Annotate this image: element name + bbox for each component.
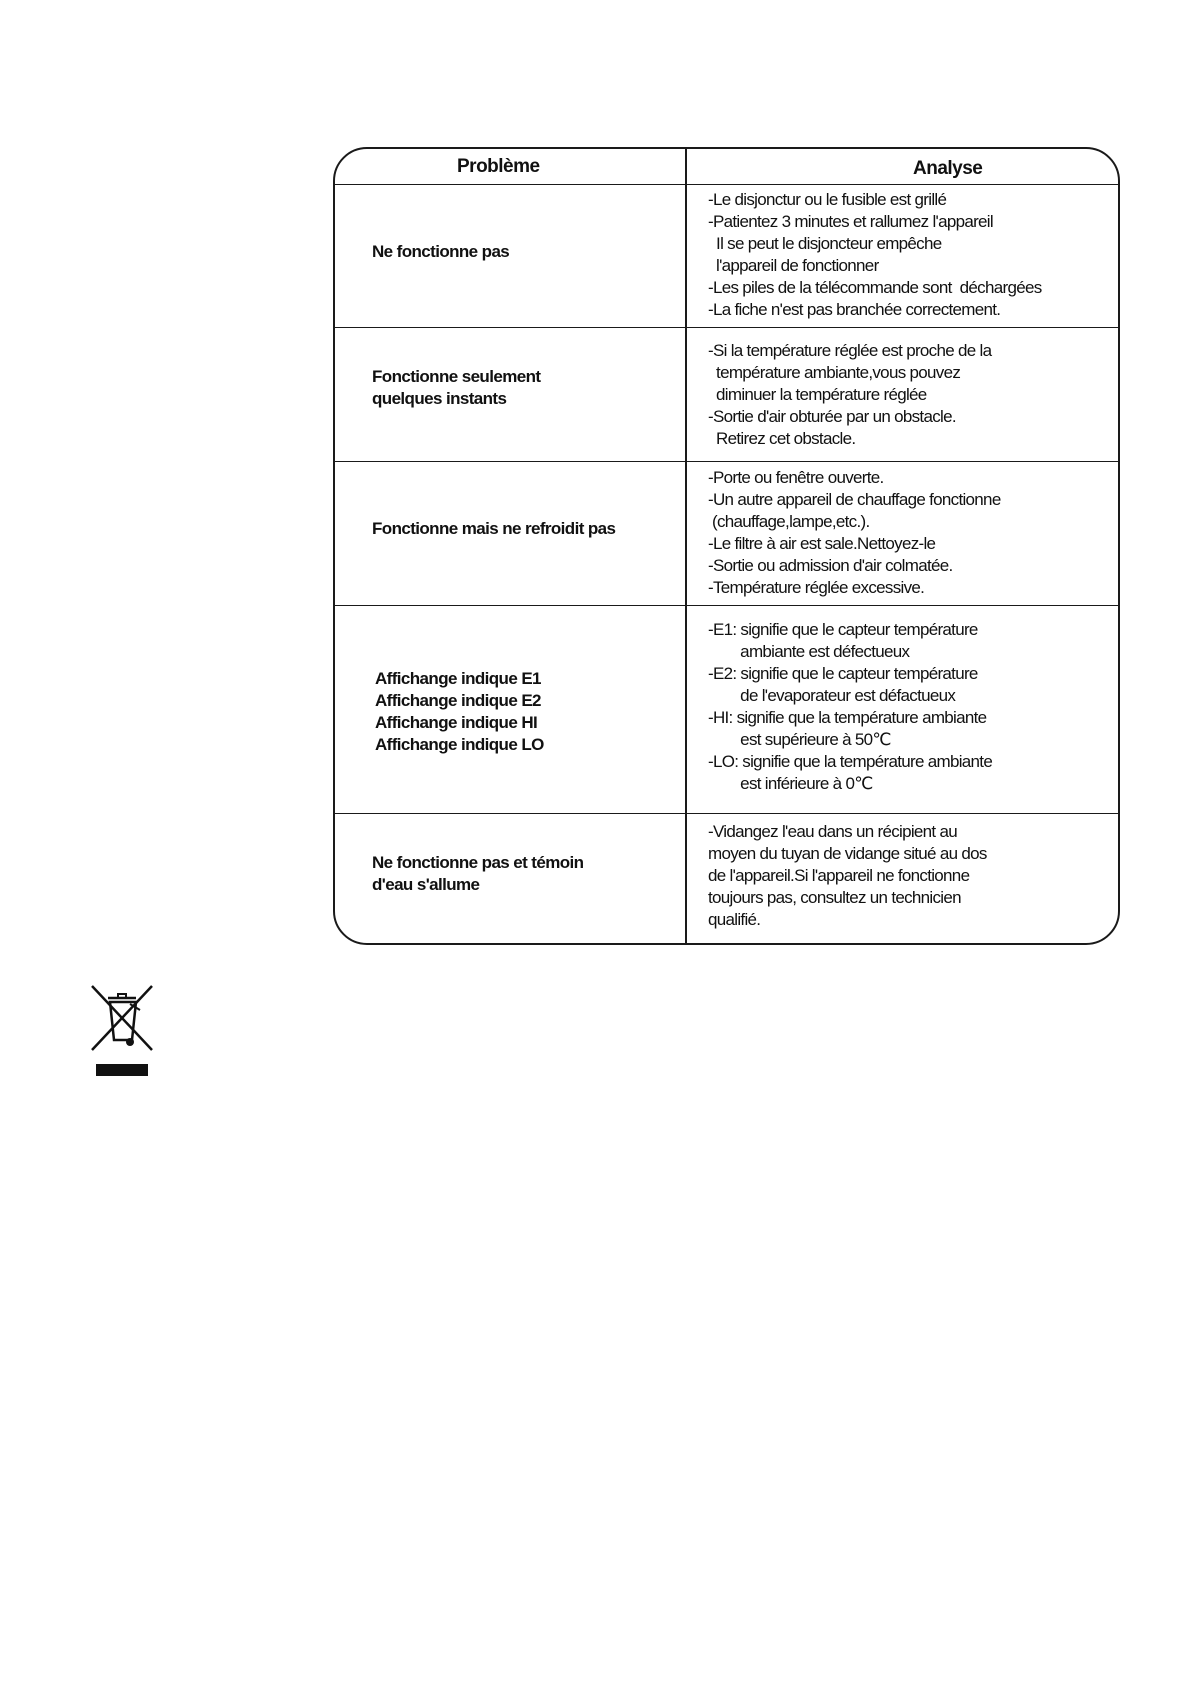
header-analyse: Analyse [913, 158, 983, 179]
table-row [335, 185, 1118, 328]
problem-cell: Fonctionne seulement quelques instants [372, 367, 541, 408]
analyse-cell: -Le disjonctur ou le fusible est grillé -Patientez 3 minutes et rallumez l'appareil Il se peut le disjoncteur empêche l'appareil de fonctionner -Les piles de la télécommande sont déchargées -La fiche n'est pas branchée correctement. [708, 190, 1042, 319]
table-row [335, 462, 1118, 606]
problem-cell: Fonctionne mais ne refroidit pas [372, 519, 616, 538]
analyse-cell: -Vidangez l'eau dans un récipient au moyen du tuyan de vidange situé au dos de l'appareil.Si l'appareil ne fonctionne toujours pas, consultez un technicien qualifié. [708, 822, 987, 929]
troubleshooting-table [333, 147, 1120, 945]
problem-cell: Affichange indique E1 Affichange indique E2 Affichange indique HI Affichange indique LO [375, 669, 544, 754]
analyse-cell: -E1: signifie que le capteur température ambiante est défectueux -E2: signifie que le capteur température de l'evaporateur est défactueux -HI: signifie que la température ambiante est supérieure à 50℃ -LO: signifie que la température ambiante est inférieure à 0℃ [708, 620, 993, 793]
analyse-cell: -Si la température réglée est proche de la température ambiante,vous pouvez diminuer la température réglée -Sortie d'air obturée par un obstacle. Retirez cet obstacle. [708, 341, 992, 448]
crossed-out-wheelie-bin-icon [90, 982, 154, 1078]
problem-cell: Ne fonctionne pas [372, 242, 510, 261]
analyse-cell: -Porte ou fenêtre ouverte. -Un autre appareil de chauffage fonctionne (chauffage,lampe,etc.). -Le filtre à air est sale.Nettoyez-le -Sortie ou admission d'air colmatée. -Température réglée excessive. [708, 468, 1001, 597]
table-row [335, 328, 1118, 462]
header-problem: Problème [457, 156, 540, 177]
table-row [335, 814, 1118, 945]
table-header [335, 149, 1118, 185]
table-row [335, 606, 1118, 814]
problem-cell: Ne fonctionne pas et témoin d'eau s'allume [372, 853, 584, 894]
